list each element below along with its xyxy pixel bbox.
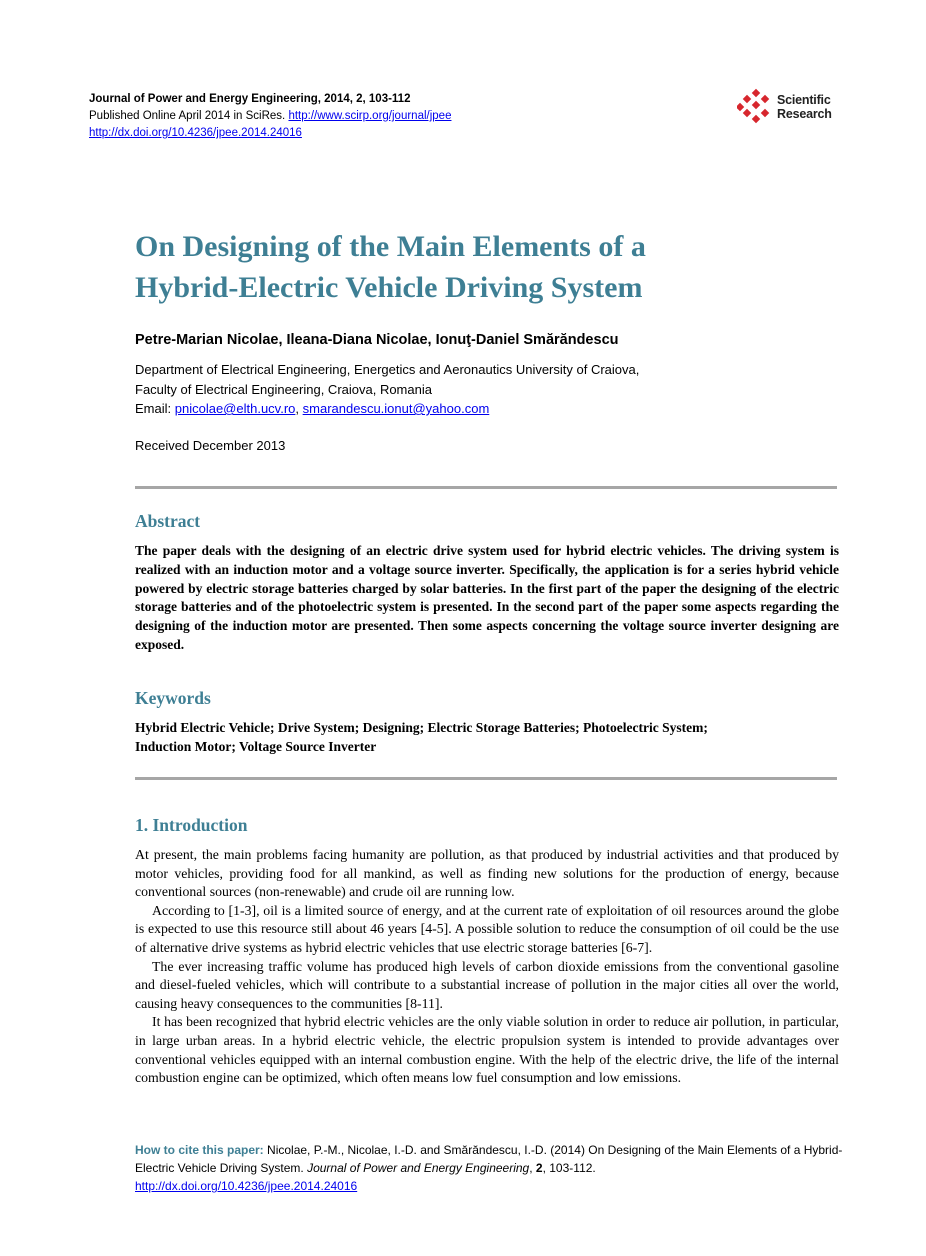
- journal-citation-line: Journal of Power and Energy Engineering, 2014, 2, 103-112: [89, 93, 411, 105]
- affiliation-line-2: Faculty of Electrical Engineering, Craiova, Romania: [135, 381, 432, 397]
- affiliation: [135, 360, 639, 419]
- title-line-1: On Designing of the Main Elements of a: [135, 230, 646, 263]
- logo-line-1: Scientific: [777, 93, 831, 107]
- logo-text: [777, 93, 832, 121]
- title-line-2: Hybrid-Electric Vehicle Driving System: [135, 271, 643, 304]
- citation-label: How to cite this paper:: [135, 1143, 264, 1157]
- keywords-line-2: Induction Motor; Voltage Source Inverter: [135, 738, 377, 754]
- paper-title: [135, 226, 855, 308]
- logo-line-2: Research: [777, 107, 832, 121]
- divider-bottom: [135, 777, 837, 780]
- citation-text: Nicolae, P.-M., Nicolae, I.-D. and Smărăndescu, I.-D. (2014) On Designing of the Main Elements of a Hybrid-Electric Vehicle Driving System.: [135, 1143, 843, 1175]
- affiliation-line-1: Department of Electrical Engineering, Energetics and Aeronautics University of Craiova,: [135, 362, 640, 377]
- abstract-heading: Abstract: [135, 511, 201, 531]
- email-link-2[interactable]: smarandescu.ionut@yahoo.com: [302, 401, 490, 416]
- citation-volume: 2: [535, 1161, 543, 1175]
- citation-block: [135, 1141, 845, 1195]
- paragraph: It has been recognized that hybrid electric vehicles are the only viable solution in order to reduce air pollution, in particular, in large urban areas. In a hybrid electric vehicle, the electric propulsion system is intended to provide advantages over conventional vehicles equipped with an internal combustion engine. With the help of the electric drive, the life of the internal combustion engine can be optimized, which often means low fuel consumption and low emissions.: [135, 1014, 839, 1086]
- abstract-body: The paper deals with the designing of an electric drive system used for hybrid electric vehicles. The driving system is realized with an induction motor and a voltage source inverter. Specifically, the application is for a series hybrid vehicle powered by electric storage batteries charged by solar batteries. In the first part of the paper the designing of the electric storage batteries and of the photoelectric system is presented. In the second part of the paper some aspects regarding the designing of the induction motor are presented. Then some aspects concerning the voltage source inverter designing are exposed.: [135, 543, 839, 652]
- paragraph: At present, the main problems facing humanity are pollution, as that produced by industrial activities and that produced by motor vehicles, providing food for all mankind, as well as finding new solutions for the production of energy, because conventional sources (non-renewable) and crude oil are running low.: [135, 847, 839, 900]
- citation-pages: , 103-112.: [542, 1161, 596, 1175]
- introduction-body: [135, 846, 839, 1088]
- citation-doi-link[interactable]: http://dx.doi.org/10.4236/jpee.2014.24016: [135, 1179, 358, 1193]
- divider-top: [135, 486, 837, 489]
- introduction-heading: 1. Introduction: [135, 815, 248, 835]
- logo-mark-icon: [737, 88, 775, 128]
- author-list: Petre-Marian Nicolae, Ileana-Diana Nicolae, Ionuţ-Daniel Smărăndescu: [135, 332, 619, 348]
- journal-url-link[interactable]: http://www.scirp.org/journal/jpee: [288, 110, 452, 122]
- doi-link[interactable]: http://dx.doi.org/10.4236/jpee.2014.24016: [89, 127, 302, 139]
- citation-comma: ,: [529, 1161, 533, 1175]
- email-line: [135, 399, 639, 419]
- received-date: Received December 2013: [135, 438, 286, 453]
- keywords-body: [135, 719, 839, 757]
- email-separator: ,: [295, 401, 300, 416]
- journal-header: [89, 91, 451, 142]
- scientific-research-logo: [737, 88, 847, 128]
- paragraph: The ever increasing traffic volume has produced high levels of carbon dioxide emissions from the conventional gasoline and diesel-fueled vehicles, which will contribute to a substantial increase of pollution in the major cities all over the world, causing heavy consequences to the communities [8-11].: [135, 958, 839, 1011]
- paragraph: According to [1-3], oil is a limited source of energy, and at the current rate of exploitation of oil resources around the globe is expected to use this resource still about 46 years [4-5]. A possible solution to reduce the consumption of oil could be the use of alternative drive systems as hybrid electric vehicles that use electric storage batteries [6-7].: [135, 902, 839, 955]
- keywords-heading: Keywords: [135, 688, 211, 708]
- published-line: [89, 108, 451, 125]
- email-link-1[interactable]: pnicolae@elth.ucv.ro: [174, 401, 296, 416]
- keywords-line-1: Hybrid Electric Vehicle; Drive System; Designing; Electric Storage Batteries; Photoelectric System;: [135, 720, 708, 735]
- email-label: Email:: [135, 401, 172, 416]
- citation-journal: Journal of Power and Energy Engineering: [307, 1161, 530, 1175]
- published-text: Published Online April 2014 in SciRes.: [89, 110, 286, 122]
